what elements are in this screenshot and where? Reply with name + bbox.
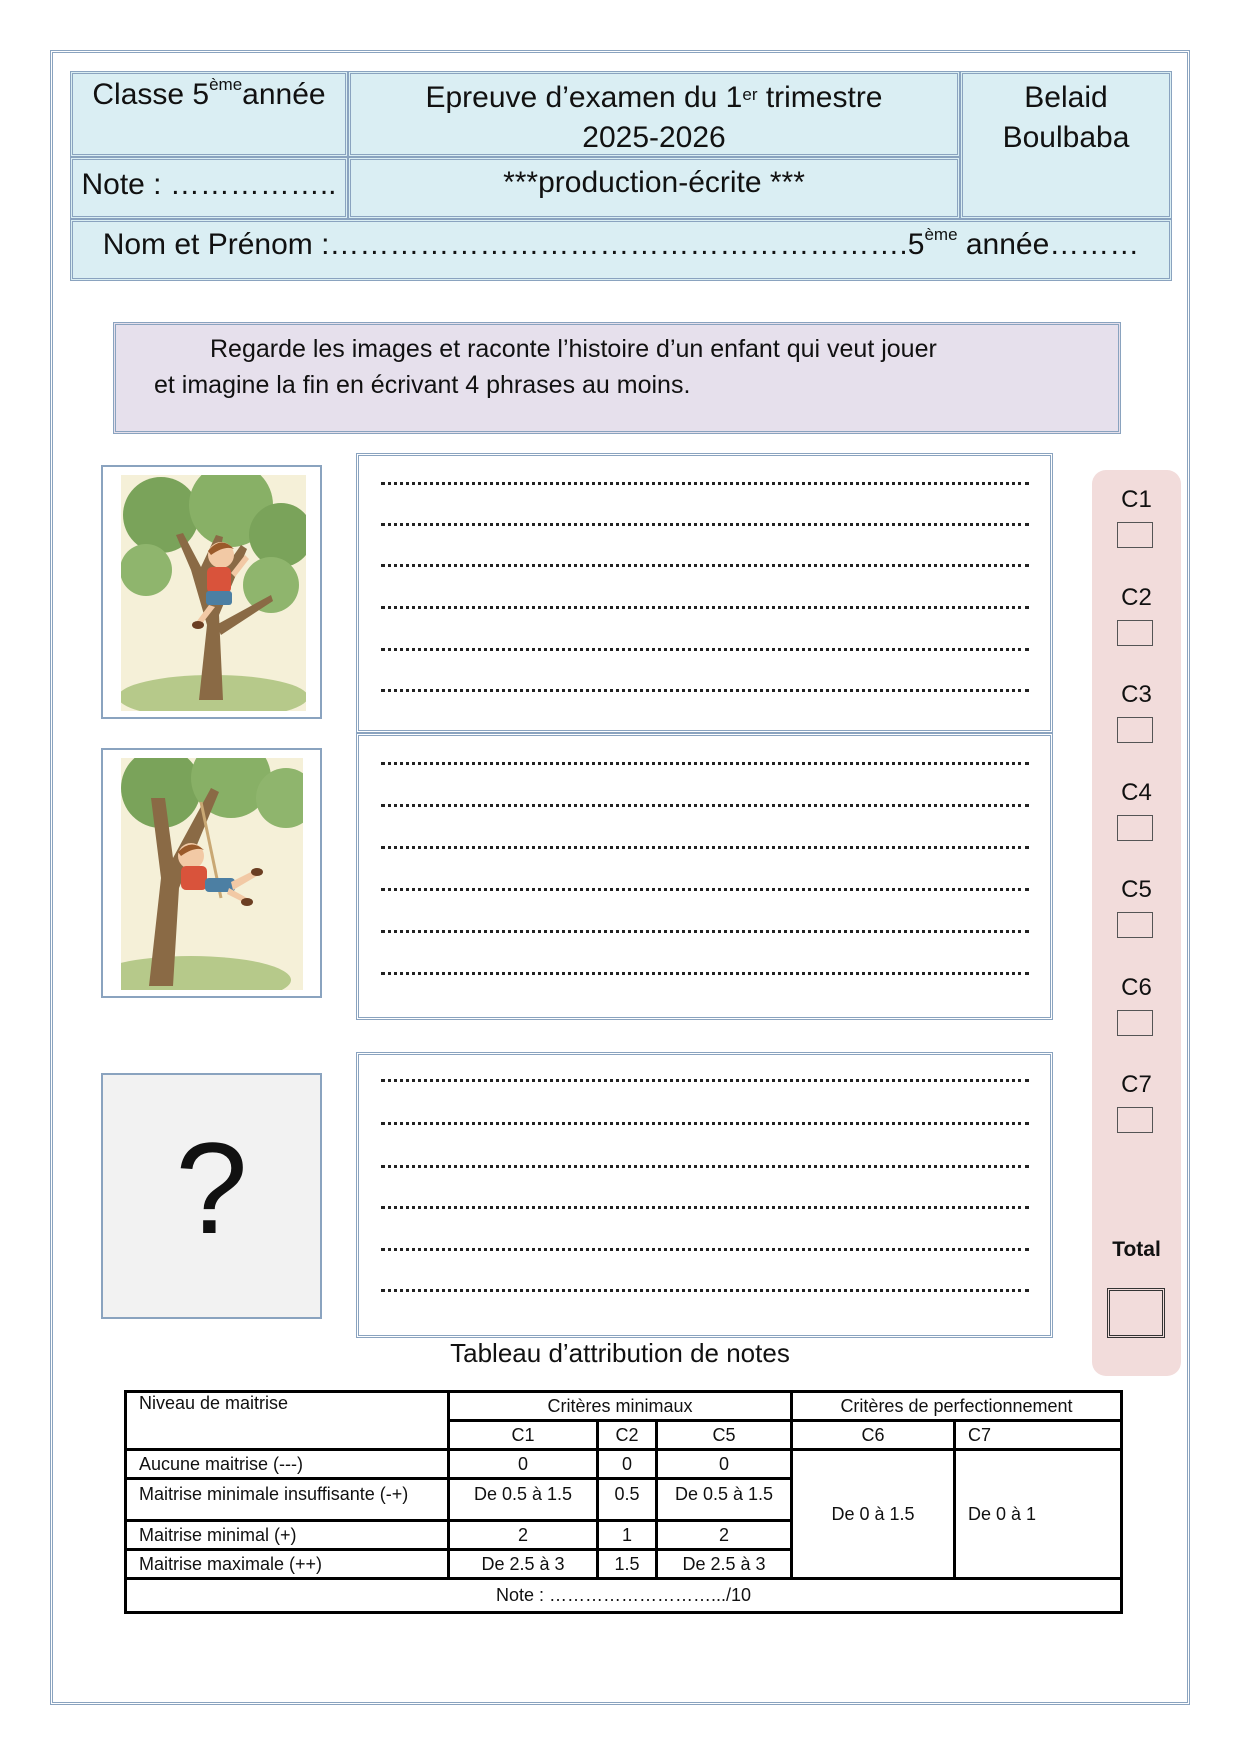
row-c1: 0 — [449, 1450, 598, 1479]
dotted-writing-line — [381, 762, 1029, 765]
criterion-label-c6: C6 — [1121, 973, 1152, 1001]
dotted-writing-line — [381, 482, 1029, 485]
row-c1: De 2.5 à 3 — [449, 1550, 598, 1579]
col-c5: C5 — [657, 1421, 792, 1450]
criterion-score-box-c5[interactable] — [1117, 912, 1153, 938]
dotted-writing-line — [381, 846, 1029, 849]
criterion-label-c7: C7 — [1121, 1071, 1152, 1098]
dotted-writing-line — [381, 1289, 1029, 1292]
dotted-writing-line — [381, 1079, 1029, 1082]
row-c2: 0.5 — [598, 1479, 657, 1521]
row-level: Maitrise minimale insuffisante (-+) — [126, 1479, 449, 1521]
criterion-label-c4: C4 — [1121, 778, 1152, 806]
tree-climbing-illustration — [121, 475, 306, 711]
dotted-writing-line — [381, 972, 1029, 975]
writing-area-2[interactable] — [356, 733, 1053, 1020]
criterion-score-box-c2[interactable] — [1117, 620, 1153, 646]
perf-criteria-header: Critères de perfectionnement — [792, 1392, 1122, 1421]
dotted-writing-line — [381, 648, 1029, 651]
image-boy-climbing-tree — [101, 465, 322, 719]
teacher-cell: Belaid Boulbaba — [960, 71, 1172, 219]
col-c1: C1 — [449, 1421, 598, 1450]
row-level: Maitrise maximale (++) — [126, 1550, 449, 1579]
exam-title-cell: Epreuve d’examen du 1er trimestre 2025-2026 — [348, 71, 960, 157]
row-c1: 2 — [449, 1521, 598, 1550]
dotted-writing-line — [381, 1122, 1029, 1125]
col-c7: C7 — [955, 1421, 1122, 1450]
dotted-writing-line — [381, 888, 1029, 891]
criterion-score-box-c1[interactable] — [1117, 522, 1153, 548]
c6-range: De 0 à 1.5 — [792, 1450, 955, 1579]
dotted-writing-line — [381, 689, 1029, 692]
class-cell: Classe 5èmeannée — [70, 71, 348, 157]
row-c2: 0 — [598, 1450, 657, 1479]
total-score-box[interactable] — [1107, 1288, 1165, 1338]
dotted-writing-line — [381, 1206, 1029, 1209]
row-c5: De 2.5 à 3 — [657, 1550, 792, 1579]
row-c2: 1 — [598, 1521, 657, 1550]
dotted-writing-line — [381, 606, 1029, 609]
dotted-writing-line — [381, 564, 1029, 567]
criterion-score-box-c6[interactable] — [1117, 1010, 1153, 1036]
col-c2: C2 — [598, 1421, 657, 1450]
dotted-writing-line — [381, 1165, 1029, 1168]
criterion-label-c5: C5 — [1121, 876, 1152, 903]
dotted-writing-line — [381, 804, 1029, 807]
level-header: Niveau de maitrise — [126, 1392, 449, 1450]
criterion-score-box-c3[interactable] — [1117, 717, 1153, 743]
total-label: Total — [1112, 1238, 1161, 1261]
criteria-panel — [1092, 470, 1181, 1376]
instruction-line-2: et imagine la fin en écrivant 4 phrases au moins. — [154, 371, 691, 399]
instructions-box — [113, 322, 1121, 434]
image-unknown-ending — [101, 1073, 322, 1319]
criterion-label-c2: C2 — [1121, 583, 1152, 611]
note-field[interactable]: Note : …………….. — [70, 157, 348, 219]
row-level: Aucune maitrise (---) — [126, 1450, 449, 1479]
school-year: 2025-2026 — [582, 121, 726, 154]
row-level: Maitrise minimal (+) — [126, 1521, 449, 1550]
min-criteria-header: Critères minimaux — [449, 1392, 792, 1421]
dotted-writing-line — [381, 930, 1029, 933]
image-boy-swinging-rope — [101, 748, 322, 998]
row-c5: 0 — [657, 1450, 792, 1479]
row-c2: 1.5 — [598, 1550, 657, 1579]
final-note-line[interactable]: Note : ……………………….../10 — [126, 1579, 1122, 1613]
subject-cell: ***production-écrite *** — [348, 157, 960, 219]
col-c6: C6 — [792, 1421, 955, 1450]
c7-range: De 0 à 1 — [955, 1450, 1122, 1579]
criterion-label-c1: C1 — [1121, 486, 1152, 513]
criterion-label-c3: C3 — [1121, 681, 1152, 708]
row-c1: De 0.5 à 1.5 — [449, 1479, 598, 1521]
grading-table-title: Tableau d’attribution de notes — [450, 1338, 790, 1368]
instruction-line-1: Regarde les images et raconte l’histoire d’un enfant qui veut jouer — [210, 335, 937, 363]
criterion-score-box-c4[interactable] — [1117, 815, 1153, 841]
row-c5: 2 — [657, 1521, 792, 1550]
grading-table — [124, 1390, 1123, 1614]
row-c5: De 0.5 à 1.5 — [657, 1479, 792, 1521]
writing-area-3[interactable] — [356, 1052, 1053, 1338]
question-mark: ? — [175, 1115, 248, 1261]
dotted-writing-line — [381, 523, 1029, 526]
dotted-writing-line — [381, 1248, 1029, 1251]
name-field[interactable]: Nom et Prénom :………………………………………………….5ème année……… — [70, 219, 1172, 281]
writing-area-1[interactable] — [356, 453, 1053, 733]
rope-swing-illustration — [121, 758, 303, 990]
criterion-score-box-c7[interactable] — [1117, 1107, 1153, 1133]
exam-header — [70, 71, 1172, 281]
